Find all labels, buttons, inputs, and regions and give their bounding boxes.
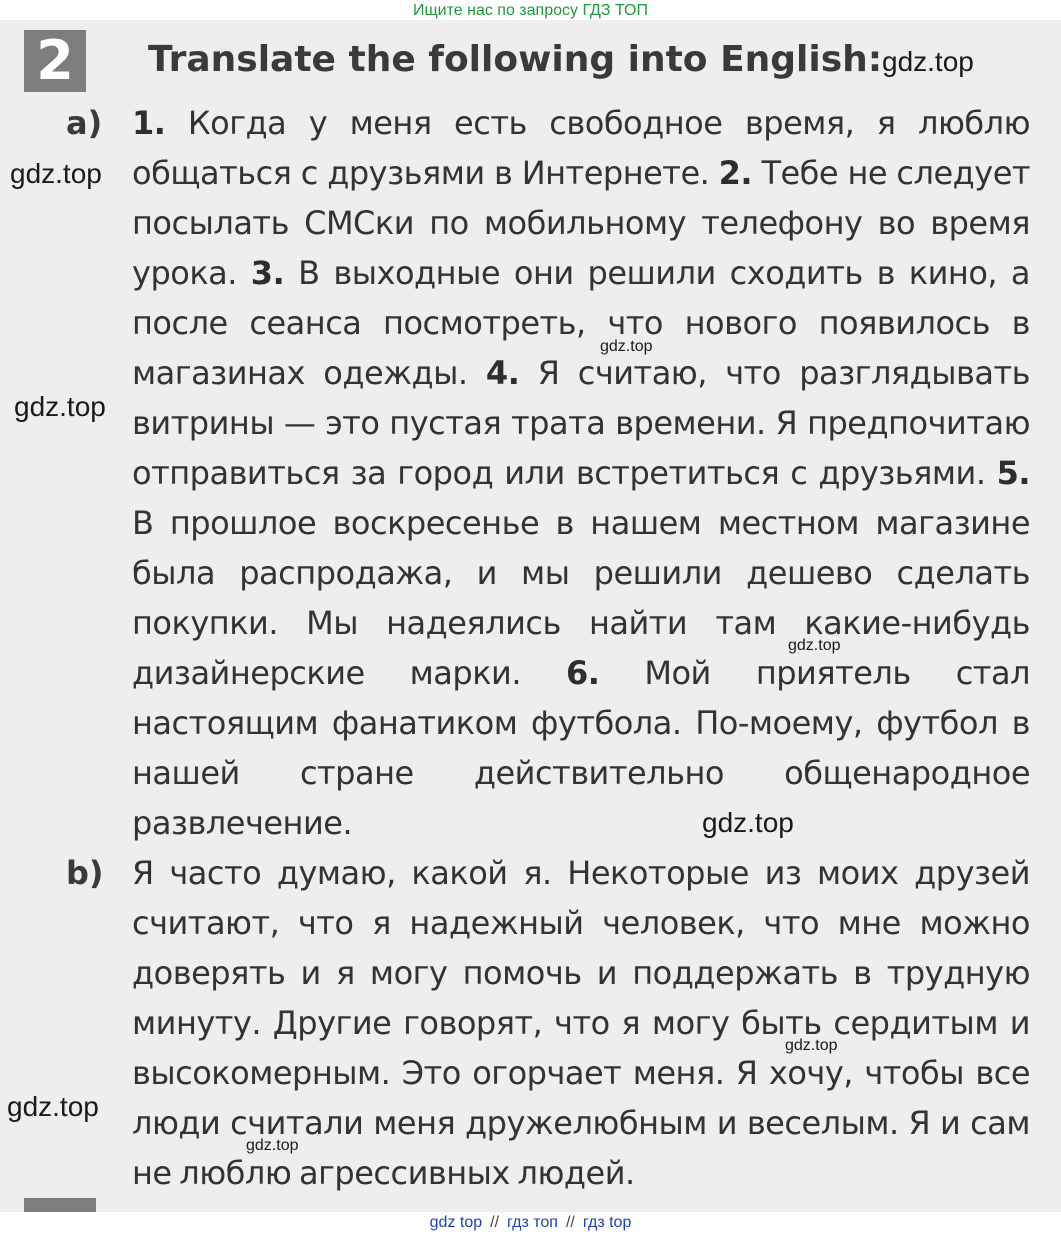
part-a-label: a) bbox=[66, 104, 103, 142]
item-text: Тебе не следует посылать СМСки по мобильному телефону во время урока. bbox=[132, 154, 1031, 292]
separator: // bbox=[490, 1214, 500, 1231]
item-text: Мой приятель стал настоящим фанатиком футбола. По-моему, футбол в нашей стране действительно общенародное развлечение. bbox=[132, 654, 1030, 842]
item-number: 6. bbox=[565, 654, 600, 692]
exercise-number: 2 bbox=[24, 30, 86, 92]
item-text: В прошлое воскресенье в нашем местном магазине была распродажа, и мы решили дешево сделать покупки. Мы надеялись найти там какие-нибудь дизайнерские марки. bbox=[132, 504, 1030, 692]
item-number: 4. bbox=[485, 354, 520, 392]
watermark: gdz.top bbox=[14, 391, 106, 422]
watermark: gdz.top bbox=[10, 158, 102, 189]
bottom-link-gdz-top-ru[interactable]: гдз топ bbox=[507, 1214, 558, 1231]
item-text: Когда у меня есть свободное время, я люблю общаться с друзьями в Интернете. bbox=[132, 104, 1031, 192]
separator: // bbox=[565, 1214, 575, 1231]
bottom-banner bbox=[0, 1212, 1061, 1237]
item-number: 3. bbox=[250, 254, 285, 292]
part-a-text bbox=[132, 98, 1030, 848]
part-b-label: b) bbox=[66, 854, 104, 892]
item-number: 1. bbox=[132, 104, 166, 142]
watermark: gdz.top bbox=[7, 1091, 99, 1122]
item-text: В выходные они решили сходить в кино, а после сеанса посмотреть, что нового появилось в магазинах одежды. bbox=[132, 254, 1031, 392]
top-banner[interactable]: Ищите нас по запросу ГДЗ ТОП bbox=[0, 0, 1061, 22]
watermark: gdz.top bbox=[702, 807, 794, 838]
watermark: gdz.top bbox=[246, 1137, 299, 1154]
bottom-link-gdz-top-mixed[interactable]: гдз top bbox=[582, 1214, 632, 1231]
item-text: Я считаю, что разглядывать витрины — это пустая трата времени. Я предпочитаю отправиться за город или встретиться с друзьями. bbox=[132, 354, 1031, 492]
item-number: 5. bbox=[996, 454, 1031, 492]
item-number: 2. bbox=[718, 154, 753, 192]
watermark: gdz.top bbox=[785, 1037, 838, 1054]
exercise-title: Translate the following into English: bbox=[148, 39, 883, 80]
watermark: gdz.top bbox=[600, 338, 653, 355]
watermark: gdz.top bbox=[882, 46, 974, 77]
part-b-paragraph: Я часто думаю, какой я. Некоторые из моих друзей считают, что я надежный человек, что мне можно доверять и я могу помочь и поддержать в трудную минуту. Другие говорят, что я могу быть сердитым и высокомерным. Это огорчает меня. Я хочу, чтобы все люди считали меня дружелюбным и веселым. Я и сам не люблю агрессивных людей. bbox=[132, 854, 1030, 1192]
bottom-link-gdz-top[interactable]: gdz top bbox=[429, 1214, 483, 1231]
watermark: gdz.top bbox=[788, 637, 841, 654]
